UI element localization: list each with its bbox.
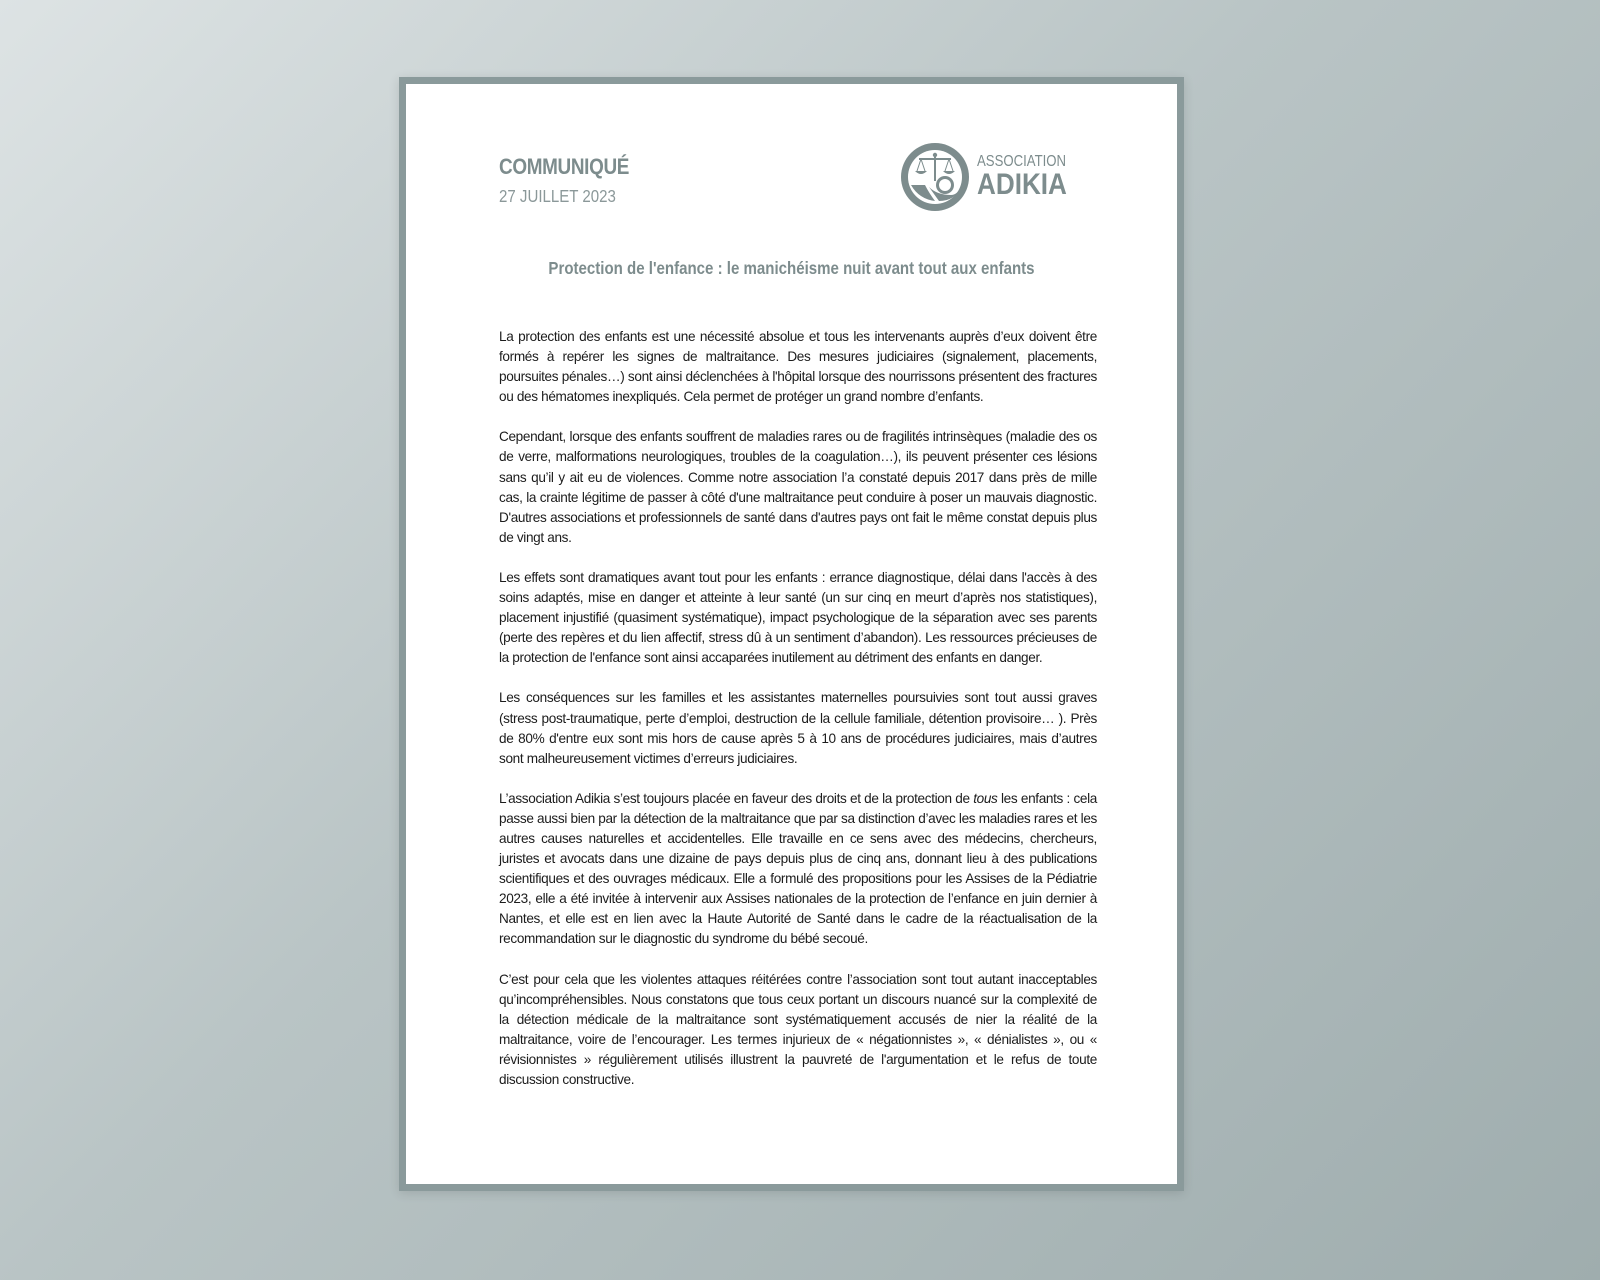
communique-date: 27 JUILLET 2023 [499, 186, 616, 206]
paragraph-6: C’est pour cela que les violentes attaques réitérées contre l’association sont tout autant inacceptables qu’incompréhensibles. Nous constatons que tous ceux portant un discours nuancé sur la complexité de la détection médicale de la maltraitance sont systématiquement accusés de nier la réalité de la maltraitance, voire de l’encourager. Les termes injurieux de « négationnistes », « dénialistes », ou « révisionnistes » régulièrement utilisés illustrent la pauvreté de l'argumentation et le refus de toute discussion constructive. [499, 971, 1097, 1087]
scales-of-justice-with-baby-icon [899, 141, 971, 213]
logo-wordmark [977, 154, 1082, 201]
logo-line-association: ASSOCIATION [977, 152, 1067, 170]
paragraph-3: Les effets sont dramatiques avant tout pour les enfants : errance diagnostique, délai dans l'accès à des soins adaptés, mise en danger et atteinte à leur santé (un sur cinq en meurt d’après nos statistiques), placement injustifié (quasiment systématique), impact psychologique de la séparation avec ses parents (perte des repères et du lien affectif, stress dû à un sentiment d’abandon). Les ressources précieuses de la protection de l'enfance sont ainsi accaparées inutilement au détriment des enfants en danger. [499, 569, 1097, 666]
paragraph-5-emphasis: tous [973, 790, 998, 806]
paragraph-5 [499, 789, 1097, 950]
association-logo [899, 141, 1082, 213]
paragraph-2: Cependant, lorsque des enfants souffrent de maladies rares ou de fragilités intrinsèques (maladie des os de verre, malformations neurologiques, troubles de la coagulation…), ils peuvent présenter ces lésions sans qu’il y ait eu de violences. Comme notre association l’a constaté depuis 2017 dans près de mille cas, la crainte légitime de passer à côté d'une maltraitance peut conduire à poser un mauvais diagnostic. D'autres associations et professionnels de santé dans d'autres pays ont fait le même constat depuis plus de vingt ans. [499, 429, 1097, 545]
paragraph-5-end: les enfants : cela passe aussi bien par la détection de la maltraitance que par sa distinction d’avec les maladies rares et les autres causes naturelles et accidentelles. Elle travaille en ce sens avec des médecins, chercheurs, juristes et avocats dans une dizaine de pays depuis plus de cinq ans, donnant lieu à des publications scientifiques et des ouvrages médicaux. Elle a formulé des propositions pour les Assises de la Pédiatrie 2023, elle a été invitée à intervenir aux Assises nationales de la protection de l’enfance en juin dernier à Nantes, et elle est en lien avec la Haute Autorité de Santé dans le cadre de la réactualisation de la recommandation sur le diagnostic du syndrome du bébé secoué. [499, 790, 1098, 947]
document-body [499, 327, 1097, 1110]
logo-line-adikia: ADIKIA [977, 168, 1068, 202]
paragraph-1: La protection des enfants est une nécessité absolue et tous les intervenants auprès d’eux doivent être formés à repérer les signes de maltraitance. Des mesures judiciaires (signalement, placements, poursuites pénales…) sont ainsi déclenchées à l'hôpital lorsque des nourrissons présentent des fractures ou des hématomes inexpliqués. Cela permet de protéger un grand nombre d’enfants. [499, 329, 1097, 405]
communique-label: COMMUNIQUÉ [499, 154, 630, 179]
paragraph-4: Les conséquences sur les familles et les assistantes maternelles poursuivies sont tout aussi graves (stress post-traumatique, perte d’emploi, destruction de la cellule familiale, détention provisoire… ). Près de 80% d'entre eux sont mis hors de cause après 5 à 10 ans de procédures judiciaires, mais d’autres sont malheureusement victimes d’erreurs judiciaires. [499, 690, 1097, 766]
document-title: Protection de l'enfance : le manichéisme nuit avant tout aux enfants [548, 258, 1035, 278]
paragraph-5-start: L’association Adikia s’est toujours placée en faveur des droits et de la protection de [499, 790, 974, 806]
document-page [399, 77, 1184, 1191]
document-header [499, 154, 650, 207]
